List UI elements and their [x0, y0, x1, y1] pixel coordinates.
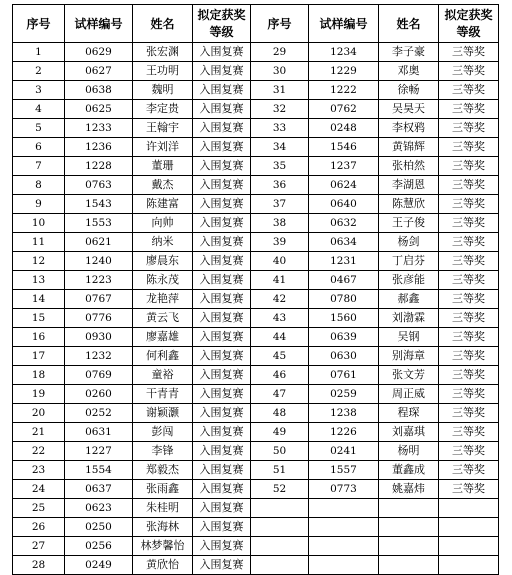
cell-name: 张宏渊	[133, 43, 193, 62]
cell-award: 入围复赛	[193, 385, 251, 404]
cell-seq: 28	[13, 556, 65, 575]
cell-code: 0637	[65, 480, 133, 499]
cell-name: 程琛	[379, 404, 439, 423]
cell-award: 入围复赛	[193, 176, 251, 195]
cell-name: 黄欣怡	[133, 556, 193, 575]
table-row	[13, 537, 499, 556]
cell-award: 入围复赛	[193, 43, 251, 62]
cell-award: 三等奖	[439, 347, 499, 366]
cell-award: 入围复赛	[193, 62, 251, 81]
cell-award: 入围复赛	[193, 233, 251, 252]
cell-award: 入围复赛	[193, 328, 251, 347]
cell-code: 1223	[65, 271, 133, 290]
cell-name: 陈建富	[133, 195, 193, 214]
table-row	[13, 290, 499, 309]
cell-name: 王子俊	[379, 214, 439, 233]
header-code-left: 试样编号	[65, 5, 133, 43]
cell-name: 王功明	[133, 62, 193, 81]
cell-seq: 37	[251, 195, 309, 214]
header-award-line1: 拟定获奖	[197, 7, 246, 22]
cell-award: 三等奖	[439, 81, 499, 100]
cell-seq: 3	[13, 81, 65, 100]
cell-seq: 44	[251, 328, 309, 347]
table-row	[13, 214, 499, 233]
cell-seq: 21	[13, 423, 65, 442]
cell-award: 入围复赛	[193, 404, 251, 423]
header-award-line2: 等级	[209, 24, 234, 39]
cell-name: 张彦能	[379, 271, 439, 290]
cell-seq: 18	[13, 366, 65, 385]
cell-seq: 7	[13, 157, 65, 176]
cell-code: 0623	[65, 499, 133, 518]
table-body	[13, 43, 499, 575]
cell-code: 0776	[65, 309, 133, 328]
cell-code: 0631	[65, 423, 133, 442]
table-row	[13, 480, 499, 499]
cell-award: 入围复赛	[193, 119, 251, 138]
cell-award: 三等奖	[439, 328, 499, 347]
cell-code: 0621	[65, 233, 133, 252]
cell-award: 入围复赛	[193, 271, 251, 290]
cell-award: 入围复赛	[193, 309, 251, 328]
cell-award: 入围复赛	[193, 518, 251, 537]
cell-code: 1546	[309, 138, 379, 157]
cell-award: 三等奖	[439, 43, 499, 62]
cell-seq: 5	[13, 119, 65, 138]
cell-code: 1226	[309, 423, 379, 442]
cell-code: 0256	[65, 537, 133, 556]
cell-seq: 9	[13, 195, 65, 214]
cell-award: 三等奖	[439, 252, 499, 271]
cell-award: 入围复赛	[193, 537, 251, 556]
cell-code: 0639	[309, 328, 379, 347]
cell-name: 董珊	[133, 157, 193, 176]
cell-code: 0640	[309, 195, 379, 214]
cell-award: 入围复赛	[193, 442, 251, 461]
cell-seq	[251, 499, 309, 518]
cell-seq: 25	[13, 499, 65, 518]
cell-name: 朱桂明	[133, 499, 193, 518]
cell-code: 1236	[65, 138, 133, 157]
header-award-line1: 拟定获奖	[444, 7, 493, 22]
cell-seq: 49	[251, 423, 309, 442]
cell-seq: 38	[251, 214, 309, 233]
cell-name: 别海章	[379, 347, 439, 366]
cell-name: 张雨鑫	[133, 480, 193, 499]
cell-code: 0467	[309, 271, 379, 290]
header-name-right: 姓名	[379, 5, 439, 43]
cell-award: 入围复赛	[193, 461, 251, 480]
cell-seq: 34	[251, 138, 309, 157]
cell-name: 何利鑫	[133, 347, 193, 366]
cell-code: 1238	[309, 404, 379, 423]
cell-award	[439, 499, 499, 518]
cell-seq: 8	[13, 176, 65, 195]
cell-seq: 30	[251, 62, 309, 81]
cell-award: 入围复赛	[193, 100, 251, 119]
table-row	[13, 233, 499, 252]
cell-code: 0260	[65, 385, 133, 404]
cell-seq: 36	[251, 176, 309, 195]
table-row	[13, 195, 499, 214]
cell-code: 0627	[65, 62, 133, 81]
header-award-right	[439, 5, 499, 43]
cell-seq: 26	[13, 518, 65, 537]
table-row	[13, 43, 499, 62]
header-name-left: 姓名	[133, 5, 193, 43]
cell-code: 0638	[65, 81, 133, 100]
cell-code: 1232	[65, 347, 133, 366]
cell-code: 0630	[309, 347, 379, 366]
results-table	[12, 4, 499, 575]
table-row	[13, 119, 499, 138]
cell-name: 魏明	[133, 81, 193, 100]
cell-seq: 11	[13, 233, 65, 252]
cell-award	[439, 518, 499, 537]
cell-award: 入围复赛	[193, 290, 251, 309]
cell-seq: 50	[251, 442, 309, 461]
cell-seq: 29	[251, 43, 309, 62]
cell-name: 廖嘉雄	[133, 328, 193, 347]
cell-name: 李子豪	[379, 43, 439, 62]
cell-award: 入围复赛	[193, 81, 251, 100]
cell-code: 1222	[309, 81, 379, 100]
table-row	[13, 404, 499, 423]
cell-code	[309, 499, 379, 518]
table-row	[13, 157, 499, 176]
cell-code: 0634	[309, 233, 379, 252]
cell-award: 入围复赛	[193, 252, 251, 271]
cell-seq: 22	[13, 442, 65, 461]
cell-award: 入围复赛	[193, 499, 251, 518]
cell-seq: 46	[251, 366, 309, 385]
cell-seq: 1	[13, 43, 65, 62]
cell-code: 0624	[309, 176, 379, 195]
cell-award	[439, 537, 499, 556]
cell-seq: 52	[251, 480, 309, 499]
cell-name: 李权鸦	[379, 119, 439, 138]
table-row	[13, 62, 499, 81]
cell-seq: 48	[251, 404, 309, 423]
cell-seq: 24	[13, 480, 65, 499]
cell-code: 1233	[65, 119, 133, 138]
cell-code: 1554	[65, 461, 133, 480]
cell-code: 0773	[309, 480, 379, 499]
cell-name: 徐畅	[379, 81, 439, 100]
cell-award: 三等奖	[439, 176, 499, 195]
cell-name: 李锋	[133, 442, 193, 461]
cell-name: 向帅	[133, 214, 193, 233]
cell-name: 董鑫成	[379, 461, 439, 480]
cell-award: 三等奖	[439, 442, 499, 461]
header-row	[13, 5, 499, 43]
cell-name: 李定贵	[133, 100, 193, 119]
table-row	[13, 366, 499, 385]
cell-name: 丁启芬	[379, 252, 439, 271]
cell-seq: 47	[251, 385, 309, 404]
cell-seq: 6	[13, 138, 65, 157]
cell-name: 陈慧欣	[379, 195, 439, 214]
cell-name: 黄锦辉	[379, 138, 439, 157]
cell-seq: 40	[251, 252, 309, 271]
cell-award: 三等奖	[439, 461, 499, 480]
cell-name	[379, 518, 439, 537]
cell-award: 三等奖	[439, 290, 499, 309]
cell-seq: 51	[251, 461, 309, 480]
cell-award: 三等奖	[439, 138, 499, 157]
cell-seq: 2	[13, 62, 65, 81]
cell-code: 1553	[65, 214, 133, 233]
cell-award: 入围复赛	[193, 556, 251, 575]
cell-award: 入围复赛	[193, 366, 251, 385]
table-row	[13, 328, 499, 347]
cell-seq: 13	[13, 271, 65, 290]
cell-award: 三等奖	[439, 157, 499, 176]
cell-code: 0629	[65, 43, 133, 62]
cell-code: 0763	[65, 176, 133, 195]
cell-award: 入围复赛	[193, 423, 251, 442]
cell-seq: 35	[251, 157, 309, 176]
cell-code: 1543	[65, 195, 133, 214]
cell-seq: 16	[13, 328, 65, 347]
header-seq-left: 序号	[13, 5, 65, 43]
cell-seq: 43	[251, 309, 309, 328]
table-row	[13, 385, 499, 404]
cell-seq: 14	[13, 290, 65, 309]
cell-seq: 15	[13, 309, 65, 328]
cell-name: 刘渤霖	[379, 309, 439, 328]
cell-code: 1228	[65, 157, 133, 176]
cell-award: 入围复赛	[193, 138, 251, 157]
cell-name: 姚嘉炜	[379, 480, 439, 499]
cell-name: 吴昊天	[379, 100, 439, 119]
cell-code	[309, 537, 379, 556]
cell-name: 龙艳萍	[133, 290, 193, 309]
cell-code: 0769	[65, 366, 133, 385]
cell-name: 郝鑫	[379, 290, 439, 309]
cell-award: 入围复赛	[193, 480, 251, 499]
table-row	[13, 100, 499, 119]
cell-code: 0767	[65, 290, 133, 309]
cell-seq: 27	[13, 537, 65, 556]
cell-award: 三等奖	[439, 62, 499, 81]
cell-code: 0780	[309, 290, 379, 309]
cell-code: 1234	[309, 43, 379, 62]
cell-name: 邓奥	[379, 62, 439, 81]
cell-code: 0241	[309, 442, 379, 461]
table-row	[13, 252, 499, 271]
cell-seq: 19	[13, 385, 65, 404]
cell-seq: 42	[251, 290, 309, 309]
cell-name: 黄云飞	[133, 309, 193, 328]
cell-code: 0930	[65, 328, 133, 347]
cell-seq: 31	[251, 81, 309, 100]
cell-seq: 23	[13, 461, 65, 480]
cell-name: 彭闯	[133, 423, 193, 442]
cell-award: 入围复赛	[193, 195, 251, 214]
cell-code: 0762	[309, 100, 379, 119]
cell-seq	[251, 537, 309, 556]
table-row	[13, 271, 499, 290]
cell-code: 0625	[65, 100, 133, 119]
cell-name	[379, 537, 439, 556]
cell-code: 1231	[309, 252, 379, 271]
table-row	[13, 309, 499, 328]
cell-award: 三等奖	[439, 309, 499, 328]
cell-seq: 4	[13, 100, 65, 119]
cell-seq: 20	[13, 404, 65, 423]
cell-award: 三等奖	[439, 480, 499, 499]
cell-award: 三等奖	[439, 100, 499, 119]
table-row	[13, 423, 499, 442]
cell-award: 三等奖	[439, 366, 499, 385]
cell-name: 郑毅杰	[133, 461, 193, 480]
cell-name: 刘嘉琪	[379, 423, 439, 442]
table-row	[13, 442, 499, 461]
cell-code: 0250	[65, 518, 133, 537]
cell-award: 三等奖	[439, 119, 499, 138]
cell-name: 杨明	[379, 442, 439, 461]
cell-code: 0761	[309, 366, 379, 385]
cell-award: 三等奖	[439, 423, 499, 442]
cell-award: 入围复赛	[193, 347, 251, 366]
cell-code: 1240	[65, 252, 133, 271]
cell-award: 三等奖	[439, 195, 499, 214]
cell-code: 1237	[309, 157, 379, 176]
cell-name: 纳米	[133, 233, 193, 252]
cell-name: 陈永茂	[133, 271, 193, 290]
cell-seq: 33	[251, 119, 309, 138]
cell-code: 1560	[309, 309, 379, 328]
cell-name: 杨剑	[379, 233, 439, 252]
cell-name: 吴钢	[379, 328, 439, 347]
cell-code: 0632	[309, 214, 379, 233]
cell-name: 戴杰	[133, 176, 193, 195]
cell-seq: 10	[13, 214, 65, 233]
header-code-right: 试样编号	[309, 5, 379, 43]
cell-code: 0252	[65, 404, 133, 423]
cell-seq: 39	[251, 233, 309, 252]
cell-name	[379, 499, 439, 518]
table-row	[13, 176, 499, 195]
cell-code: 0248	[309, 119, 379, 138]
cell-code	[309, 518, 379, 537]
table-row	[13, 518, 499, 537]
cell-code: 0249	[65, 556, 133, 575]
cell-code: 1227	[65, 442, 133, 461]
cell-name: 王翰宇	[133, 119, 193, 138]
cell-award: 入围复赛	[193, 214, 251, 233]
cell-name: 林梦馨怡	[133, 537, 193, 556]
cell-seq: 17	[13, 347, 65, 366]
cell-seq: 45	[251, 347, 309, 366]
cell-award: 三等奖	[439, 385, 499, 404]
cell-seq: 32	[251, 100, 309, 119]
cell-seq: 41	[251, 271, 309, 290]
cell-code: 1229	[309, 62, 379, 81]
cell-award: 三等奖	[439, 404, 499, 423]
results-table-container	[12, 4, 499, 575]
cell-code: 1557	[309, 461, 379, 480]
cell-name: 谢颖灏	[133, 404, 193, 423]
table-row	[13, 499, 499, 518]
header-award-left	[193, 5, 251, 43]
cell-name: 李湖恩	[379, 176, 439, 195]
cell-name: 廖晨东	[133, 252, 193, 271]
cell-award: 三等奖	[439, 233, 499, 252]
cell-name: 干青青	[133, 385, 193, 404]
cell-seq: 12	[13, 252, 65, 271]
table-row	[13, 461, 499, 480]
cell-name: 许刘洋	[133, 138, 193, 157]
cell-name: 张柏然	[379, 157, 439, 176]
cell-name: 童裕	[133, 366, 193, 385]
cell-award: 三等奖	[439, 214, 499, 233]
cell-name: 张文芳	[379, 366, 439, 385]
header-seq-right: 序号	[251, 5, 309, 43]
cell-seq	[251, 518, 309, 537]
table-row	[13, 347, 499, 366]
cell-award: 三等奖	[439, 271, 499, 290]
header-award-line2: 等级	[456, 24, 481, 39]
cell-name: 周正威	[379, 385, 439, 404]
cell-award: 入围复赛	[193, 157, 251, 176]
cell-name: 张海林	[133, 518, 193, 537]
cell-code: 0259	[309, 385, 379, 404]
table-row	[13, 81, 499, 100]
table-row	[13, 138, 499, 157]
